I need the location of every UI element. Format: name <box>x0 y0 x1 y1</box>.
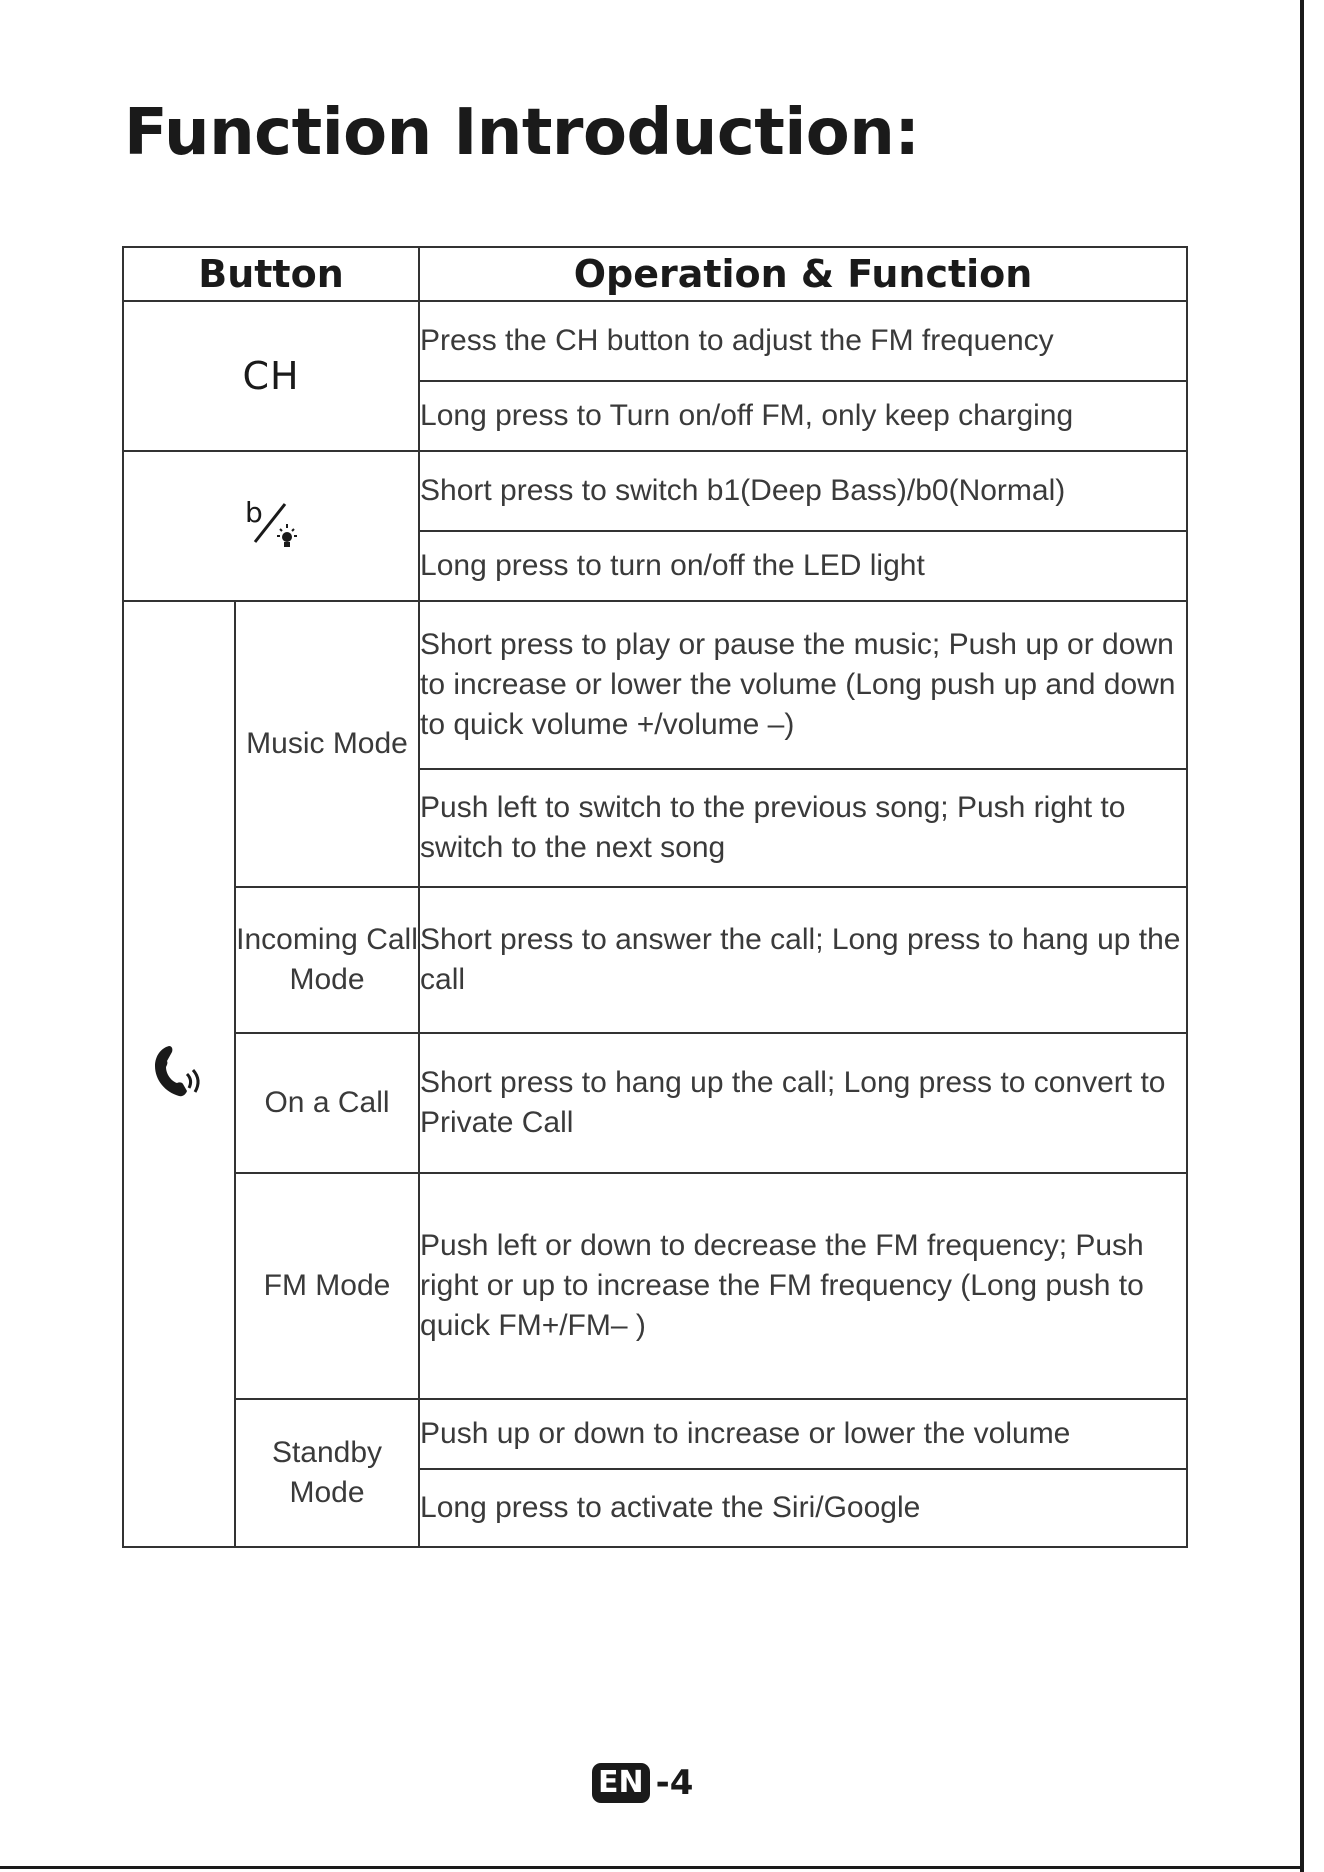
oncall-op: Short press to hang up the call; Long press to convert to Private Call <box>419 1033 1187 1173</box>
table-row <box>123 1399 1187 1469</box>
fm-op: Push left or down to decrease the FM frequency; Push right or up to increase the FM frequency (Long push to quick FM+/FM– ) <box>419 1173 1187 1399</box>
bass-op-2: Long press to turn on/off the LED light <box>419 531 1187 601</box>
standby-op-1: Push up or down to increase or lower the volume <box>419 1399 1187 1469</box>
standby-mode-label: Standby Mode <box>235 1399 419 1547</box>
function-table <box>122 246 1188 1548</box>
table-row <box>123 601 1187 769</box>
language-badge: EN <box>592 1763 650 1803</box>
oncall-mode-label: On a Call <box>235 1033 419 1173</box>
table-row <box>123 451 1187 531</box>
incoming-op: Short press to answer the call; Long press to hang up the call <box>419 887 1187 1033</box>
phone-button-cell <box>123 601 235 1547</box>
incoming-mode-label: Incoming Call Mode <box>235 887 419 1033</box>
header-button: Button <box>123 247 419 301</box>
ch-button-label: CH <box>242 354 300 398</box>
music-op-1: Short press to play or pause the music; Push up or down to increase or lower the volume (Long push up and down to quick volume +/volume –) <box>419 601 1187 769</box>
ch-button-cell <box>123 301 419 451</box>
phone-call-icon <box>147 1036 211 1108</box>
table-header-row <box>123 247 1187 301</box>
bass-op-1: Short press to switch b1(Deep Bass)/b0(Normal) <box>419 451 1187 531</box>
svg-text:b: b <box>245 496 263 529</box>
page-title: Function Introduction: <box>124 96 920 170</box>
header-operation: Operation & Function <box>419 247 1187 301</box>
table-row <box>123 301 1187 381</box>
page-edge-rule <box>1300 0 1304 1872</box>
table-row <box>123 1033 1187 1173</box>
page-bottom-rule <box>0 1866 1304 1869</box>
ch-op-2: Long press to Turn on/off FM, only keep charging <box>419 381 1187 451</box>
table-row <box>123 1173 1187 1399</box>
fm-mode-label: FM Mode <box>235 1173 419 1399</box>
bass-led-button-cell <box>123 451 419 601</box>
music-op-2: Push left to switch to the previous song; Push right to switch to the next song <box>419 769 1187 887</box>
page-number: -4 <box>655 1763 694 1803</box>
bass-led-icon <box>241 494 301 554</box>
ch-op-1: Press the CH button to adjust the FM frequency <box>419 301 1187 381</box>
table-row <box>123 887 1187 1033</box>
page-footer <box>592 1763 693 1803</box>
music-mode-label: Music Mode <box>235 601 419 887</box>
standby-op-2: Long press to activate the Siri/Google <box>419 1469 1187 1547</box>
